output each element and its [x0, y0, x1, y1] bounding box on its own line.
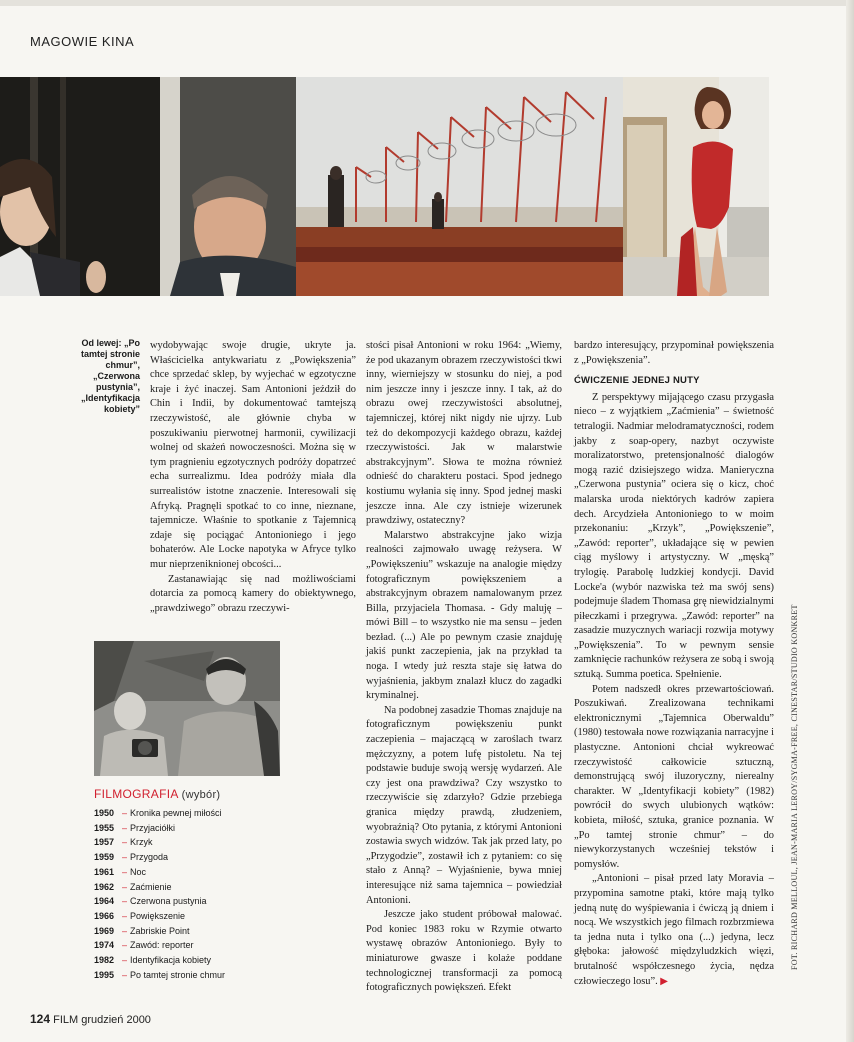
list-item: 1959 – Przygoda [94, 852, 169, 863]
end-mark-icon: ▶ [660, 975, 668, 987]
photo-beyond-the-clouds [0, 77, 296, 296]
subheading: ĆWICZENIE JEDNEJ NUTY [574, 375, 700, 387]
paragraph: wydobywając swoje drugie, ukryte ja. Właścicielka antykwariatu z „Powiększenia” chce sprzedać sklep, by wyjechać w egzotyczne kraje i żyć inaczej. Sam Antonioni jeździł do Chin i Indii, by dokumentować tamtejszą rzeczywistość, ale głównie chyba w poszukiwaniu pierwotnej harmonii, cywilizacji wolnej od skażeń nowoczesności. Można się w tym pragnieniu egzotycznych podróży dopatrzeć echa surrealizmu. Idea podróży miała dla surrealistów istotne znaczenie. Interesowali się Afryką. Pragnęli spotkać to co inne, nieznane, tajemnicze. Właśnie to spotkanie z Tajemnicą zdaje się pociągać Antonioniego i jego bohaterów. Ale Locke napotyka w Afryce tylko mur nieprzeniknionej obcości... [150, 340, 356, 570]
magazine-issue: FILM grudzień 2000 [53, 1014, 151, 1026]
article-column-3 [574, 339, 774, 989]
filmography-title: FILMOGRAFIA (wybór) [94, 787, 221, 801]
list-item: 1961 – Noc [94, 866, 147, 877]
paragraph: Malarstwo abstrakcyjne jako wizja realności zajmowało uwagę reżysera. W „Powiększeniu” wskazuje na analogie między fotograficznym powiększeniem a abstrakcyjnym obrazem namalowanym przez Billa, przyjaciela Thomasa. - Gdy maluję – mówi Bill – to wszystko nie ma sensu – jeden bezład. (...) Ale po pewnym czasie znajduję jakiś punkt zaczepienia, jak na przykład ta noga. I wtedy już reszta staje się łatwa do wyjaśnienia, jakbym znalazł klucz do zagadki kryminalnej. [366, 529, 562, 702]
paragraph: bardzo interesujący, przypominał powiększenia z „Powiększenia”. [574, 340, 774, 366]
paragraph: stości pisał Antonioni w roku 1964: „Wiemy, że pod ukazanym obrazem rzeczywistości tkwi inny, wierniejszy w stosunku do niej, a pod nim jeszcze inny i jeszcze inny. I tak, aż do obrazu owej rzeczywistości absolutnej, tajemniczej, której nikt nigdy nie ujrzy. Lub też do dekompozycji każdego obrazu, każdej rzeczywistości. Jak w malarstwie abstrakcyjnym”. Słowa te można również odnieść do charakteru postaci. Spod jednego kostiumu wyłania się inny. Spod jednej maski jeszcze inna. Ale czy istnieje wizerunek prawdziwy, ostateczny? [366, 340, 562, 527]
list-item: 1982 – Identyfikacja kobiety [94, 955, 212, 966]
article-column-2 [366, 339, 562, 996]
section-header: MAGOWIE KINA [30, 34, 135, 49]
paragraph: Jeszcze jako student próbował malować. Pod koniec 1983 roku w Rzymie otwarto wystawę obrazów Antonioniego. Były to miniaturowe gwasze i kolaże poddane technologicznej transformacji za pomocą fotograficznych powiększeń. Efekt [366, 909, 562, 994]
list-item: 1957 – Krzyk [94, 837, 153, 848]
photo-credit: FOT. RICHARD MELLOUL, JEAN-MARIA LEROY/SYGMA-FREE, CINESTAR/STUDIO KONKRET [790, 604, 799, 970]
filmography-photo [94, 641, 280, 776]
photo-caption: Od lewej: „Po tamtej stronie chmur”, „Czerwona pustynia”, „Identyfikacja kobiety” [80, 338, 140, 414]
paragraph: Zastanawiając się nad możliwościami dotarcia za pomocą kamery do obiektywnego, „prawdziwego” obrazu rzeczywi- [150, 573, 356, 614]
paragraph: „Antonioni – pisał przed laty Moravia – przypomina samotne ptaki, które mają tylko jedną nutę do wyśpiewania i ćwiczą ją dniem i nocą. We wszystkich jego filmach rozbrzmiewa ta jedna nuta i tylko ona (...) jedyna, lecz głęboka: jałowość międzyludzkich więzi, brutalność współczesnego życia, nędza człowieczego losu”. ▶ [574, 873, 774, 987]
list-item: 1955 – Przyjaciółki [94, 822, 176, 833]
filmography-list [94, 806, 294, 982]
list-item: 1974 – Zawód: reporter [94, 940, 194, 951]
photo-red-desert [296, 77, 623, 296]
list-item: 1950 – Kronika pewnej miłości [94, 808, 222, 818]
page-number: 124 [30, 1012, 51, 1026]
photo-identification-of-a-woman [623, 77, 769, 296]
page-top-edge [0, 0, 854, 6]
photo-strip [0, 77, 784, 296]
list-item: 1969 – Zabriskie Point [94, 925, 190, 936]
paragraph: Na podobnej zasadzie Thomas znajduje na fotograficznym powiększeniu punkt zaczepienia – majaczącą w zaroślach twarz mężczyzny, a potem lufę pistoletu. Na tej podstawie buduje swoją wersję wydarzeń. Ale czy jest ona prawdziwa? Czy wszystko to rzeczywiście się zdarzyło? Gdzie przebiega granica między prawdą, złudzeniem, wyobraźnią? Oto pytania, z którymi Antonioni zostawia swych widzów. Tak jak przed laty, po „Przygodzie”, zostawił ich z pytaniem: co się stało z Anną? – Wyjaśnienie, bywa mniej interesujące niż sama tajemnica – powiedział Antonioni. [366, 704, 562, 906]
list-item: 1964 – Czerwona pustynia [94, 896, 207, 907]
page-right-edge [846, 0, 854, 1042]
list-item: 1962 – Zaćmienie [94, 881, 172, 892]
page-footer [30, 1012, 151, 1026]
article-column-1 [150, 339, 356, 616]
list-item: 1995 – Po tamtej stronie chmur [94, 969, 226, 980]
paragraph: Potem nadszedł okres przewartościowań. Poszukiwań. Zrealizowana technikami elektronicznymi „Tajemnica Oberwaldu” (1980) testowała nowe rozwiązania narracyjne i plastyczne. Antonioni chciał wykreować rzeczywistość całkowicie sztuczną, demonstrującą swój iluzoryczny, nierealny charakter. W „Identyfikacji kobiety” (1982) powrócił do swych ulubionych wątków: kobieta, miłość, sztuka, granice poznania. W „Po tamtej stronie chmur” – do niewykorzystanych wcześniej tekstów i pomysłów. [574, 683, 774, 870]
list-item: 1966 – Powiększenie [94, 910, 186, 921]
paragraph: Z perspektywy mijającego czasu przygasła nieco – z wyjątkiem „Zaćmienia” – świetność tetralogii. Nadmiar melodramatyczności, rodem jakby z soap-opery, nazbyt oczywiste moralizatorstwo, pretensjonalność dialogów mogą razić dzisiejszego widza. Manieryczna „Czerwona pustynia” ociera się o kicz, choć malarska uroda niektórych kadrów zapiera dech. Arcydzieła Antonioniego to w moim przekonaniu: „Krzyk”, „Powiększenie”, „Zawód: reporter”, układające się w pewien ciąg myślowy i artystyczny. W „męską” trylogię. Parabolę ludzkiej kondycji. David Locke'a (wybór nazwiska też ma swój sens) podejmuje śladem Thomasa grę niewidzialnymi piłeczkami i przegrywa. „Zawód: reporter” na zasadzie muzycznych wariacji rozwija motywy „Powiększenia”. To w pewnym sensie zamknięcie rachunków reżysera ze sobą i swoją sztuką. Summa poetica. Spełnienie. [574, 391, 774, 681]
